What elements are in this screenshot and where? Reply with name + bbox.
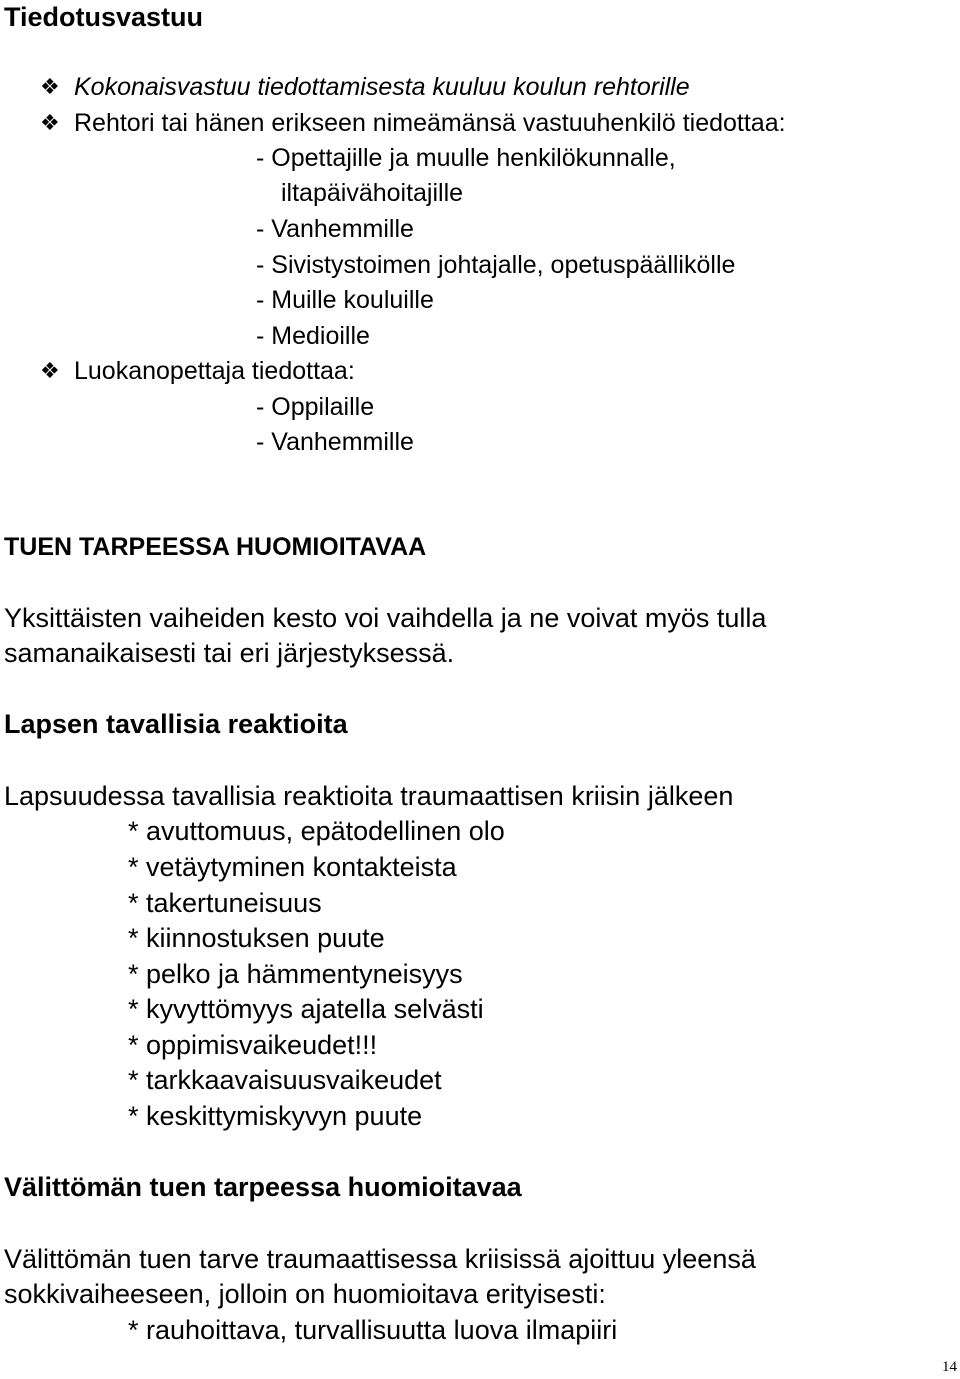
page-number: 14	[942, 1359, 957, 1375]
section-heading-tiedotusvastuu: Tiedotusvastuu	[4, 2, 204, 32]
paragraph-line: Välittömän tuen tarve traumaattisessa kriisissä ajoittuu yleensä	[4, 1244, 756, 1274]
list-item: * oppimisvaikeudet!!!	[128, 1030, 378, 1060]
list-item: * takertuneisuus	[128, 888, 322, 918]
list-item: * avuttomuus, epätodellinen olo	[128, 816, 505, 846]
bullet-diamond-icon: ❖	[40, 110, 60, 135]
list-item: * pelko ja hämmentyneisyys	[128, 959, 463, 989]
list-item: - Muille kouluille	[256, 286, 434, 314]
list-item: - Medioille	[256, 322, 370, 350]
bullet-item: Rehtori tai hänen erikseen nimeämänsä vastuuhenkilö tiedottaa:	[74, 109, 786, 137]
paragraph-line: Yksittäisten vaiheiden kesto voi vaihdella ja ne voivat myös tulla	[4, 603, 767, 633]
section-heading-tuen-tarpeessa: TUEN TARPEESSA HUOMIOITAVAA	[4, 533, 427, 561]
bullet-item: Luokanopettaja tiedottaa:	[74, 357, 355, 385]
bullet-item: Kokonaisvastuu tiedottamisesta kuuluu koulun rehtorille	[74, 73, 690, 101]
list-item: - Oppilaille	[256, 393, 375, 421]
list-item: * vetäytyminen kontakteista	[128, 852, 457, 882]
list-item: * rauhoittava, turvallisuutta luova ilmapiiri	[128, 1315, 618, 1345]
list-item: - Opettajille ja muulle henkilökunnalle,	[256, 144, 676, 172]
list-item: iltapäivähoitajille	[281, 179, 464, 207]
bullet-diamond-icon: ❖	[40, 74, 60, 99]
paragraph-line: samanaikaisesti tai eri järjestyksessä.	[4, 638, 455, 668]
bullet-diamond-icon: ❖	[40, 358, 60, 383]
paragraph-line: Lapsuudessa tavallisia reaktioita traumaattisen kriisin jälkeen	[4, 781, 734, 811]
paragraph-line: sokkivaiheeseen, jolloin on huomioitava erityisesti:	[4, 1279, 606, 1309]
section-heading-valittoman-tuen: Välittömän tuen tarpeessa huomioitavaa	[4, 1172, 522, 1202]
list-item: * kyvyttömyys ajatella selvästi	[128, 994, 484, 1024]
section-heading-lapsen-reaktioita: Lapsen tavallisia reaktioita	[4, 709, 348, 739]
list-item: - Vanhemmille	[256, 215, 414, 243]
list-item: - Vanhemmille	[256, 428, 414, 456]
list-item: - Sivistystoimen johtajalle, opetuspäällikölle	[256, 251, 736, 279]
list-item: * tarkkaavaisuusvaikeudet	[128, 1065, 442, 1095]
list-item: * keskittymiskyvyn puute	[128, 1101, 423, 1131]
list-item: * kiinnostuksen puute	[128, 923, 385, 953]
